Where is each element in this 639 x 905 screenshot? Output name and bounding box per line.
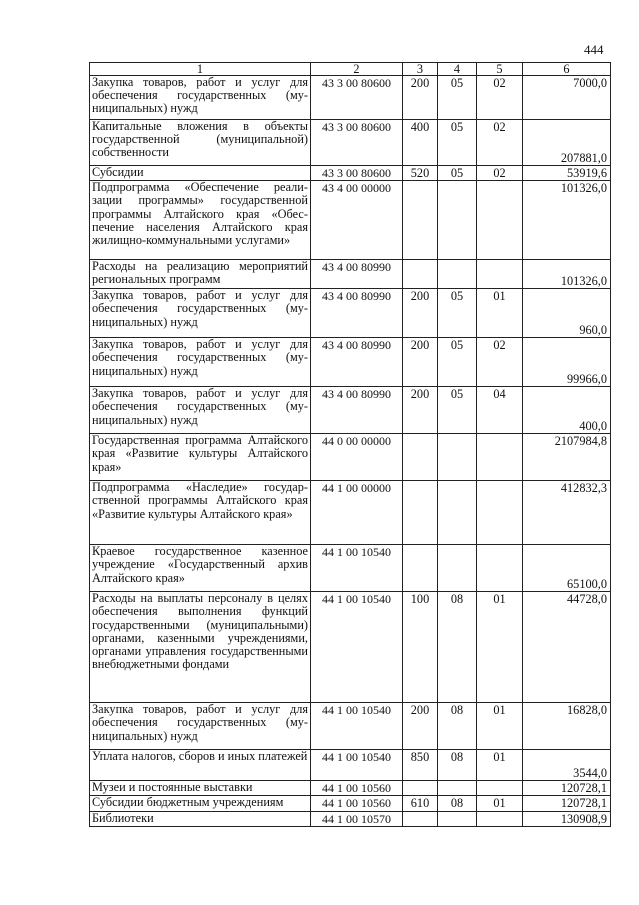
row-code-cell: 43 4 00 80990: [311, 260, 403, 289]
row-vr-cell: [403, 260, 438, 289]
row-rz-cell: 05: [438, 338, 477, 387]
row-sum-cell: 2107984,8: [523, 434, 611, 481]
row-rz-cell: [438, 811, 477, 826]
row-name-cell: Капитальные вложения в объекты государственной (муниципальной) собственности: [90, 120, 311, 166]
row-name-cell: Закупка товаров, работ и услуг для обеспечения государственных (муниципальных) нужд: [90, 289, 311, 338]
row-rz-cell: [438, 781, 477, 796]
row-sum-cell: 412832,3: [523, 481, 611, 545]
table-row: [90, 289, 611, 338]
row-pr-cell: [477, 545, 523, 592]
row-rz-cell: 08: [438, 750, 477, 781]
row-sum-cell: 101326,0: [523, 260, 611, 289]
row-vr-cell: 200: [403, 387, 438, 434]
row-rz-cell: 05: [438, 289, 477, 338]
row-rz-cell: 05: [438, 76, 477, 120]
row-pr-cell: [477, 181, 523, 260]
row-pr-cell: 01: [477, 289, 523, 338]
row-name-cell: Закупка товаров, работ и услуг для обеспечения государственных (муниципальных) нужд: [90, 387, 311, 434]
row-vr-cell: 200: [403, 703, 438, 750]
column-header-code: 2: [311, 63, 403, 76]
row-sum-cell: 400,0: [523, 387, 611, 434]
row-name-cell: Расходы на реализацию мероприятий региональных программ: [90, 260, 311, 289]
row-rz-cell: 05: [438, 166, 477, 181]
row-rz-cell: [438, 434, 477, 481]
row-rz-cell: [438, 260, 477, 289]
row-pr-cell: [477, 260, 523, 289]
row-sum-cell: 3544,0: [523, 750, 611, 781]
row-pr-cell: [477, 811, 523, 826]
row-code-cell: 44 0 00 00000: [311, 434, 403, 481]
row-sum-cell: 65100,0: [523, 545, 611, 592]
row-code-cell: 44 1 00 10570: [311, 811, 403, 826]
table-body: [90, 76, 611, 827]
row-rz-cell: 08: [438, 796, 477, 811]
row-code-cell: 43 4 00 80990: [311, 338, 403, 387]
row-vr-cell: 850: [403, 750, 438, 781]
row-code-cell: 43 3 00 80600: [311, 76, 403, 120]
table-row: [90, 338, 611, 387]
row-pr-cell: 01: [477, 750, 523, 781]
row-vr-cell: [403, 181, 438, 260]
row-sum-cell: 44728,0: [523, 592, 611, 703]
row-name-cell: Государственная программа Алтайского края «Развитие культуры Алтайского края»: [90, 434, 311, 481]
table-row: [90, 481, 611, 545]
row-name-cell: Музеи и постоянные выставки: [90, 781, 311, 796]
row-name-cell: Уплата налогов, сборов и иных платежей: [90, 750, 311, 781]
table-row: [90, 387, 611, 434]
row-code-cell: 44 1 00 10540: [311, 703, 403, 750]
row-name-cell: Подпрограмма «Обеспечение реализации программы» государственной программы Алтайского края «Обеспечение населения Алтайского края жилищно-коммунальными услугами»: [90, 181, 311, 260]
row-name-cell: Краевое государственное казенное учреждение «Государственный архив Алтайского края»: [90, 545, 311, 592]
table-row: [90, 703, 611, 750]
row-sum-cell: 960,0: [523, 289, 611, 338]
page-number: 444: [584, 42, 604, 57]
table-row: [90, 796, 611, 811]
row-name-cell: Субсидии бюджетным учреждениям: [90, 796, 311, 811]
row-rz-cell: [438, 545, 477, 592]
column-header-rz: 4: [438, 63, 477, 76]
table-row: [90, 811, 611, 826]
row-pr-cell: 01: [477, 592, 523, 703]
row-name-cell: Закупка товаров, работ и услуг для обеспечения государственных (муниципальных) нужд: [90, 76, 311, 120]
table-row: [90, 750, 611, 781]
column-header-pr: 5: [477, 63, 523, 76]
table-row: [90, 260, 611, 289]
row-vr-cell: [403, 434, 438, 481]
row-vr-cell: [403, 481, 438, 545]
row-pr-cell: 02: [477, 76, 523, 120]
row-vr-cell: 400: [403, 120, 438, 166]
row-name-cell: Закупка товаров, работ и услуг для обеспечения государственных (муниципальных) нужд: [90, 703, 311, 750]
row-vr-cell: [403, 811, 438, 826]
row-rz-cell: 08: [438, 703, 477, 750]
row-rz-cell: [438, 181, 477, 260]
table-row: [90, 545, 611, 592]
row-vr-cell: 200: [403, 338, 438, 387]
row-pr-cell: [477, 481, 523, 545]
row-sum-cell: 207881,0: [523, 120, 611, 166]
row-pr-cell: [477, 781, 523, 796]
row-vr-cell: [403, 781, 438, 796]
column-header-vr: 3: [403, 63, 438, 76]
row-vr-cell: 610: [403, 796, 438, 811]
table-row: [90, 181, 611, 260]
row-code-cell: 44 1 00 10540: [311, 545, 403, 592]
row-rz-cell: [438, 481, 477, 545]
table-row: [90, 592, 611, 703]
row-code-cell: 43 4 00 80990: [311, 387, 403, 434]
row-code-cell: 44 1 00 10560: [311, 781, 403, 796]
table-row: [90, 166, 611, 181]
column-header-name: 1: [90, 63, 311, 76]
row-name-cell: Закупка товаров, работ и услуг для обеспечения государственных (муниципальных) нужд: [90, 338, 311, 387]
row-pr-cell: 04: [477, 387, 523, 434]
row-pr-cell: 01: [477, 703, 523, 750]
table-header-row: [90, 63, 611, 76]
row-name-cell: Субсидии: [90, 166, 311, 181]
row-code-cell: 44 1 00 10560: [311, 796, 403, 811]
row-pr-cell: 02: [477, 166, 523, 181]
row-rz-cell: 08: [438, 592, 477, 703]
row-sum-cell: 53919,6: [523, 166, 611, 181]
row-code-cell: 43 4 00 00000: [311, 181, 403, 260]
row-pr-cell: [477, 434, 523, 481]
row-pr-cell: 02: [477, 120, 523, 166]
row-code-cell: 44 1 00 10540: [311, 750, 403, 781]
table-row: [90, 781, 611, 796]
row-sum-cell: 120728,1: [523, 796, 611, 811]
row-vr-cell: 200: [403, 76, 438, 120]
row-sum-cell: 99966,0: [523, 338, 611, 387]
row-pr-cell: 01: [477, 796, 523, 811]
row-sum-cell: 120728,1: [523, 781, 611, 796]
row-sum-cell: 16828,0: [523, 703, 611, 750]
row-name-cell: Подпрограмма «Наследие» государственной программы Алтайского края «Развитие культуры Алтайского края»: [90, 481, 311, 545]
row-vr-cell: [403, 545, 438, 592]
row-code-cell: 43 3 00 80600: [311, 120, 403, 166]
row-code-cell: 44 1 00 00000: [311, 481, 403, 545]
row-sum-cell: 130908,9: [523, 811, 611, 826]
column-header-sum: 6: [523, 63, 611, 76]
table-row: [90, 76, 611, 120]
row-sum-cell: 7000,0: [523, 76, 611, 120]
row-pr-cell: 02: [477, 338, 523, 387]
row-rz-cell: 05: [438, 120, 477, 166]
row-rz-cell: 05: [438, 387, 477, 434]
row-sum-cell: 101326,0: [523, 181, 611, 260]
row-name-cell: Библиотеки: [90, 811, 311, 826]
row-vr-cell: 100: [403, 592, 438, 703]
row-name-cell: Расходы на выплаты персоналу в целях обеспечения выполнения функций государственными (муниципальными) органами, казенными учреждениями, органами управления государственными внебюджетными фондами: [90, 592, 311, 703]
table-row: [90, 120, 611, 166]
row-vr-cell: 520: [403, 166, 438, 181]
row-vr-cell: 200: [403, 289, 438, 338]
row-code-cell: 43 3 00 80600: [311, 166, 403, 181]
row-code-cell: 44 1 00 10540: [311, 592, 403, 703]
row-code-cell: 43 4 00 80990: [311, 289, 403, 338]
budget-table: [89, 62, 611, 827]
table-row: [90, 434, 611, 481]
